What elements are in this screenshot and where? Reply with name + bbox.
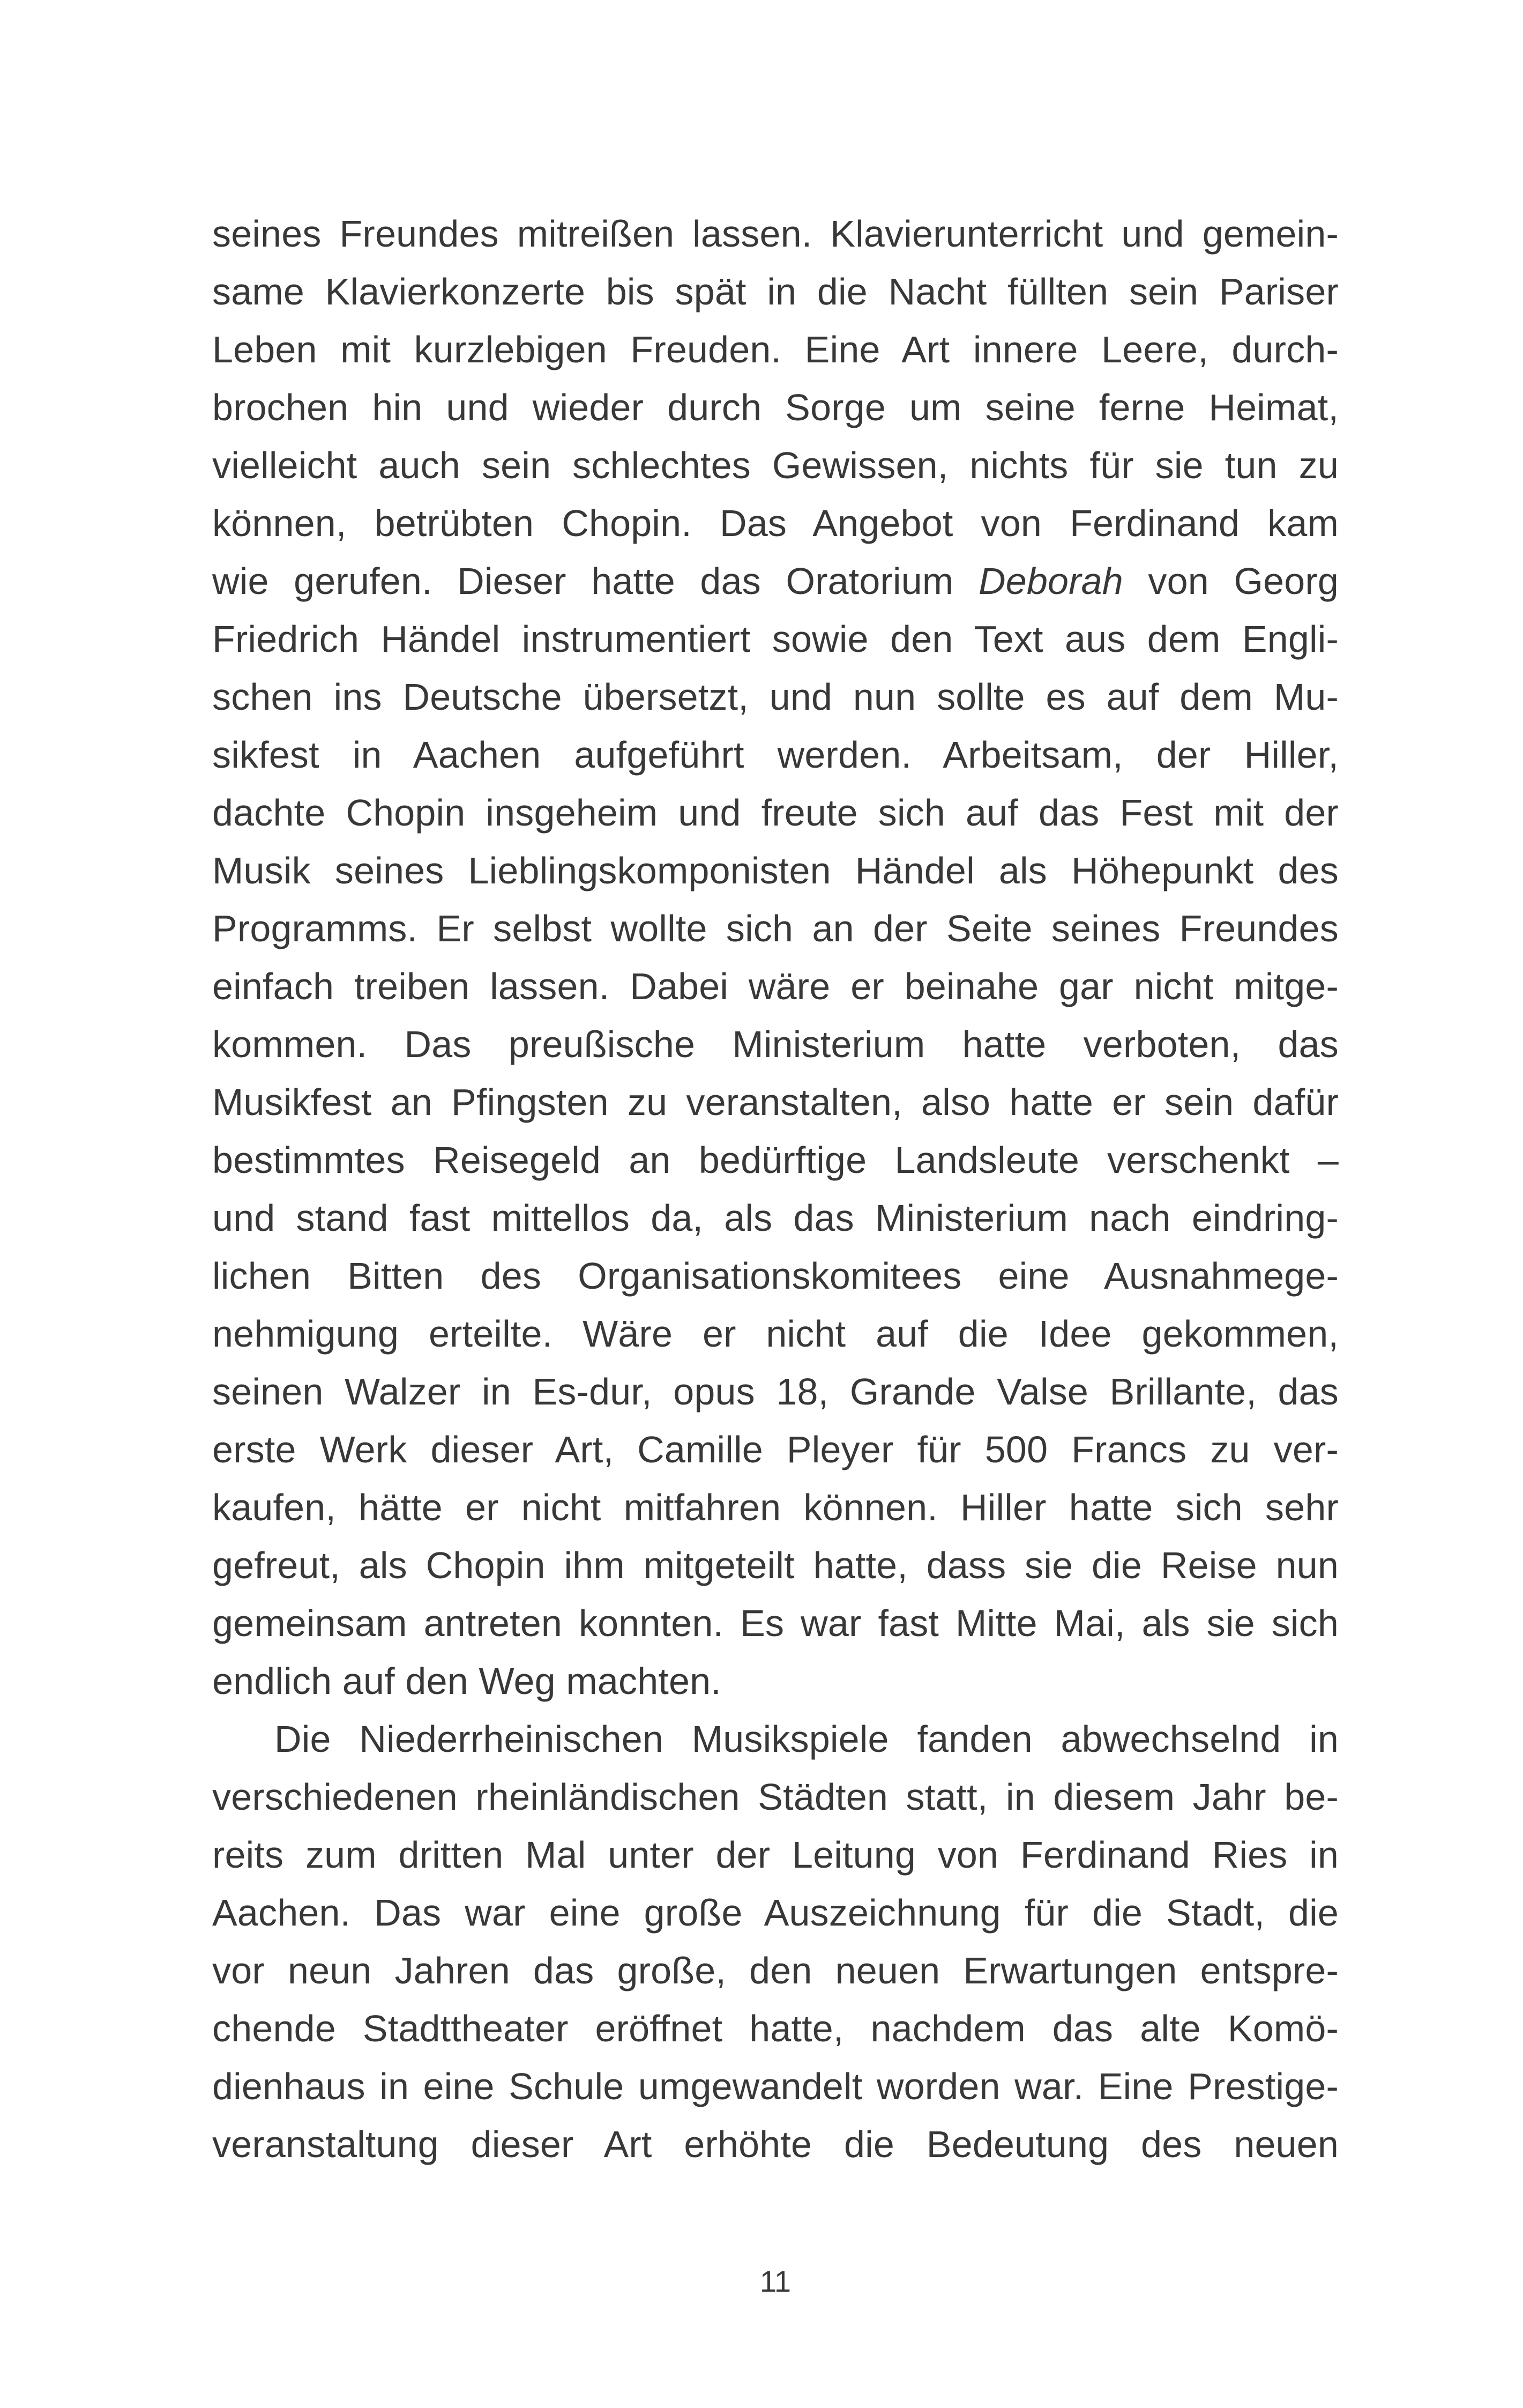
text-line	[212, 1942, 1339, 2000]
text-line	[212, 784, 1339, 842]
text-line	[212, 436, 1339, 494]
text-line	[212, 2115, 1339, 2173]
text-line	[212, 263, 1339, 321]
text-run: und stand fast mittellos da, als das Ministerium nach eindring-	[212, 1197, 1339, 1239]
text-line	[212, 205, 1339, 263]
text-line	[212, 1421, 1339, 1478]
text-run: schen ins Deutsche übersetzt, und nun sollte es auf dem Mu-	[212, 676, 1339, 718]
text-run: Die Niederrheinischen Musikspiele fanden abwechselnd in	[274, 1718, 1339, 1760]
text-line	[212, 1189, 1339, 1247]
text-run: gemeinsam antreten konnten. Es war fast Mitte Mai, als sie sich	[212, 1602, 1339, 1644]
text-run: können, betrübten Chopin. Das Angebot von Ferdinand kam	[212, 502, 1339, 544]
paragraph	[212, 205, 1339, 1710]
text-line	[212, 1073, 1339, 1131]
text-run: erste Werk dieser Art, Camille Pleyer für 500 Francs zu ver-	[212, 1429, 1339, 1470]
text-line	[212, 1536, 1339, 1594]
text-line	[212, 900, 1339, 957]
text-line	[212, 2000, 1339, 2057]
text-run: dachte Chopin insgeheim und freute sich auf das Fest mit der	[212, 792, 1339, 834]
text-line	[212, 1247, 1339, 1305]
text-run: Programms. Er selbst wollte sich an der Seite seines Freundes	[212, 908, 1339, 949]
text-run: Friedrich Händel instrumentiert sowie den Text aus dem Engli-	[212, 618, 1339, 660]
paragraph	[212, 1710, 1339, 2173]
text-line	[212, 2057, 1339, 2115]
text-line	[212, 1131, 1339, 1189]
text-line	[212, 321, 1339, 378]
text-line	[212, 957, 1339, 1015]
text-line	[212, 668, 1339, 726]
text-line	[212, 1826, 1339, 1884]
text-run: seinen Walzer in Es-dur, opus 18, Grande Valse Brillante, das	[212, 1371, 1339, 1413]
text-run: chende Stadttheater eröffnet hatte, nachdem das alte Komö-	[212, 2008, 1339, 2049]
text-run: Musik seines Lieblingskomponisten Händel als Höhepunkt des	[212, 850, 1339, 891]
page-text	[212, 205, 1339, 2173]
text-line	[212, 1768, 1339, 1826]
text-run: seines Freundes mitreißen lassen. Klavierunterricht und gemein-	[212, 213, 1339, 255]
text-line	[212, 1652, 1339, 1710]
text-run: nehmigung erteilte. Wäre er nicht auf die Idee gekommen,	[212, 1313, 1339, 1355]
text-run: gefreut, als Chopin ihm mitgeteilt hatte, dass sie die Reise nun	[212, 1544, 1339, 1586]
text-line	[212, 1710, 1339, 1768]
text-run: einfach treiben lassen. Dabei wäre er beinahe gar nicht mitge-	[212, 965, 1339, 1007]
text-run: endlich auf den Weg machten.	[212, 1660, 721, 1702]
text-line	[212, 1363, 1339, 1421]
text-run: verschiedenen rheinländischen Städten statt, in diesem Jahr be-	[212, 1776, 1339, 1818]
text-line	[212, 842, 1339, 900]
text-run: Aachen. Das war eine große Auszeichnung für die Stadt, die	[212, 1892, 1339, 1934]
text-run: kommen. Das preußische Ministerium hatte verboten, das	[212, 1023, 1339, 1065]
text-run: same Klavierkonzerte bis spät in die Nacht füllten sein Pariser	[212, 271, 1339, 313]
italic-work-title: Deborah	[978, 560, 1123, 602]
text-run: bestimmtes Reisegeld an bedürftige Landsleute verschenkt –	[212, 1139, 1339, 1181]
text-line	[212, 610, 1339, 668]
text-run: brochen hin und wieder durch Sorge um seine ferne Heimat,	[212, 387, 1339, 428]
text-run: dienhaus in eine Schule umgewandelt worden war. Eine Prestige-	[212, 2065, 1339, 2107]
text-run: von Georg	[1123, 560, 1339, 602]
page-number: 11	[759, 2264, 792, 2298]
text-line	[212, 1305, 1339, 1363]
text-line	[212, 726, 1339, 784]
text-run: kaufen, hätte er nicht mitfahren können. Hiller hatte sich sehr	[212, 1487, 1339, 1528]
text-run: reits zum dritten Mal unter der Leitung von Ferdinand Ries in	[212, 1834, 1339, 1876]
text-run: Musikfest an Pfingsten zu veranstalten, also hatte er sein dafür	[212, 1081, 1339, 1123]
text-run: sikfest in Aachen aufgeführt werden. Arbeitsam, der Hiller,	[212, 734, 1339, 776]
text-line	[212, 1594, 1339, 1652]
text-line	[212, 378, 1339, 436]
text-run: veranstaltung dieser Art erhöhte die Bedeutung des neuen	[212, 2123, 1339, 2165]
text-line	[212, 552, 1339, 610]
text-line	[212, 494, 1339, 552]
text-run: wie gerufen. Dieser hatte das Oratorium	[212, 560, 979, 602]
text-run: vielleicht auch sein schlechtes Gewissen, nichts für sie tun zu	[212, 444, 1339, 486]
text-line	[212, 1478, 1339, 1536]
text-run: Leben mit kurzlebigen Freuden. Eine Art innere Leere, durch-	[212, 329, 1339, 370]
text-line	[212, 1884, 1339, 1942]
text-run: vor neun Jahren das große, den neuen Erwartungen entspre-	[212, 1950, 1339, 1991]
text-run: lichen Bitten des Organisationskomitees eine Ausnahmege-	[212, 1255, 1339, 1297]
text-line	[212, 1015, 1339, 1073]
